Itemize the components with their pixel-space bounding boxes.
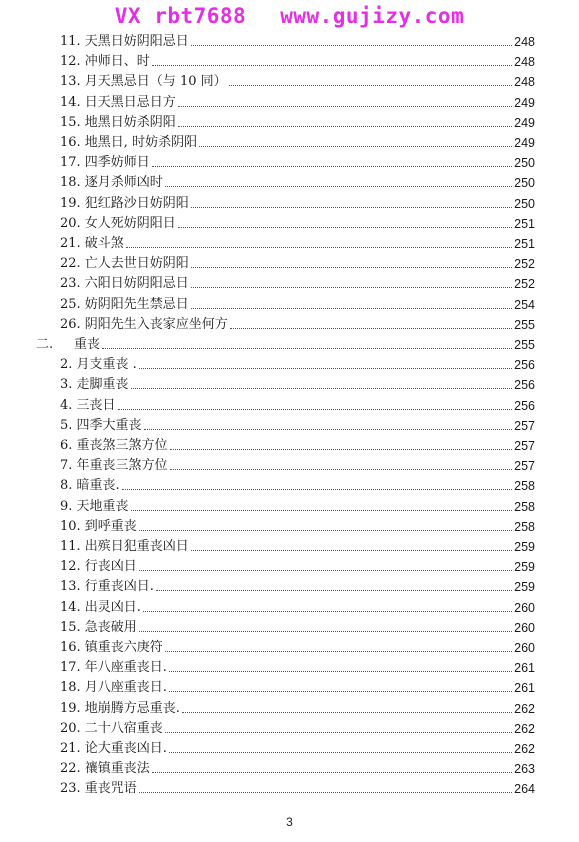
toc-section-entry[interactable] — [36, 333, 535, 353]
toc-entry-page: 255 — [514, 338, 535, 352]
toc-entry[interactable] — [60, 434, 535, 454]
toc-entry-page: 263 — [514, 762, 535, 777]
toc-entry-title: 13. 行重丧凶日. — [60, 579, 154, 595]
toc-entry[interactable] — [60, 636, 535, 656]
toc-entry[interactable] — [60, 555, 535, 575]
toc-entry[interactable] — [60, 757, 535, 777]
toc-entry[interactable] — [60, 252, 535, 272]
toc-dot-leader — [229, 85, 513, 86]
toc-entry[interactable] — [60, 717, 535, 737]
toc-entry[interactable] — [60, 171, 535, 191]
toc-dot-leader — [191, 308, 512, 309]
toc-entry-title: 12. 行丧凶日 — [60, 559, 137, 575]
toc-entry-title: 7. 年重丧三煞方位 — [60, 458, 168, 474]
toc-entry-page: 250 — [514, 176, 535, 191]
toc-entry-page: 251 — [514, 216, 535, 231]
toc-entry-page: 248 — [514, 55, 535, 70]
toc-entry-title: 2. 月支重丧 . — [60, 357, 137, 373]
toc-entry[interactable] — [60, 272, 535, 292]
toc-entry[interactable] — [60, 596, 535, 616]
toc-entry-page: 252 — [514, 257, 535, 272]
toc-entry-title: 21. 破斗煞 — [60, 236, 124, 251]
toc-dot-leader — [170, 469, 513, 470]
toc-dot-leader — [178, 106, 512, 107]
toc-entry[interactable] — [60, 131, 535, 151]
toc-entry[interactable] — [60, 91, 535, 111]
toc-entry[interactable] — [60, 70, 535, 90]
toc-entry-title — [36, 337, 102, 353]
toc-dot-leader — [165, 186, 512, 187]
toc-entry-title: 9. 天地重丧 — [60, 498, 129, 514]
toc-entry-page: 259 — [514, 540, 535, 554]
toc-dot-leader — [152, 772, 512, 773]
toc-entry-page: 250 — [514, 156, 535, 171]
toc-section-title: 重丧 — [74, 337, 101, 352]
toc-entry-title: 16. 地黑日, 时妨杀阴阳 — [60, 135, 198, 150]
toc-entry-title: 15. 地黑日妨杀阴阳 — [60, 114, 176, 130]
toc-entry-page: 251 — [514, 237, 535, 251]
toc-entry-title: 17. 年八座重丧日. — [60, 660, 167, 676]
toc-dot-leader — [178, 227, 512, 228]
toc-dot-leader — [165, 651, 512, 652]
toc-dot-leader — [139, 631, 512, 632]
toc-entry[interactable] — [60, 212, 535, 232]
watermark-wechat-id: VX rbt7688 — [114, 4, 247, 28]
toc-dot-leader — [139, 530, 512, 531]
toc-entry-title: 19. 地崩腾方忌重丧. — [60, 700, 180, 716]
toc-dot-leader — [230, 328, 512, 329]
toc-dot-leader — [169, 671, 512, 672]
toc-entry-page: 254 — [514, 297, 535, 312]
toc-section-number: 二. — [36, 337, 54, 352]
toc-entry[interactable] — [60, 50, 535, 70]
toc-entry-title: 11. 天黑日妨阴阳忌日 — [60, 34, 189, 49]
toc-entry-title: 3. 走脚重丧 — [60, 377, 129, 393]
toc-dot-leader — [152, 65, 512, 66]
toc-entry-page: 262 — [514, 701, 535, 716]
toc-entry[interactable] — [60, 111, 535, 131]
toc-entry-page: 257 — [514, 418, 535, 433]
toc-entry-title: 22. 禳镇重丧法 — [60, 761, 150, 777]
toc-entry-title: 4. 三丧日 — [60, 397, 116, 413]
toc-entry[interactable] — [60, 697, 535, 717]
toc-entry-title: 14. 出灵凶日. — [60, 599, 141, 615]
toc-entry-page: 249 — [514, 95, 535, 110]
toc-dot-leader — [191, 45, 512, 46]
toc-dot-leader — [191, 287, 512, 288]
toc-entry-page: 256 — [514, 358, 535, 373]
toc-entry-page: 260 — [514, 641, 535, 655]
toc-entry[interactable] — [60, 454, 535, 474]
toc-entry-title: 6. 重丧煞三煞方位 — [60, 438, 168, 453]
toc-entry-title: 16. 镇重丧六庚符 — [60, 640, 163, 655]
toc-entry-page: 261 — [514, 681, 535, 696]
toc-entry[interactable] — [60, 495, 535, 515]
toc-entry-title: 23. 六阳日妨阴阳忌日 — [60, 276, 189, 292]
toc-entry-page: 257 — [514, 439, 535, 453]
toc-dot-leader — [139, 368, 512, 369]
toc-entry-title: 18. 月八座重丧日. — [60, 680, 167, 696]
toc-dot-leader — [126, 247, 512, 248]
toc-entry-title: 26. 阴阳先生入丧家应坐何方 — [60, 316, 228, 332]
toc-dot-leader — [165, 732, 512, 733]
toc-entry-title: 11. 出殡日犯重丧凶日 — [60, 539, 189, 554]
toc-dot-leader — [131, 510, 513, 511]
toc-entry[interactable] — [60, 474, 535, 494]
toc-entry-title: 20. 女人死妨阴阳日 — [60, 215, 176, 231]
toc-dot-leader — [170, 449, 513, 450]
toc-entry[interactable] — [60, 394, 535, 414]
toc-entry[interactable] — [60, 737, 535, 757]
toc-entry[interactable] — [60, 535, 535, 555]
toc-entry[interactable] — [60, 293, 535, 313]
toc-entry-title: 12. 冲师日、时 — [60, 54, 150, 70]
toc-entry[interactable] — [60, 414, 535, 434]
toc-entry-page: 248 — [514, 35, 535, 49]
toc-entry-page: 262 — [514, 742, 535, 756]
watermark-website: www.gujizy.com — [280, 4, 465, 28]
toc-entry[interactable] — [60, 656, 535, 676]
toc-entry[interactable] — [60, 515, 535, 535]
toc-entry-page: 248 — [514, 75, 535, 90]
toc-entry-page: 259 — [514, 580, 535, 595]
page-number: 3 — [286, 815, 293, 829]
toc-entry-title: 19. 犯红路沙日妨阴阳 — [60, 195, 189, 211]
toc-entry-title: 5. 四季大重丧 — [60, 417, 142, 433]
toc-entry-title: 20. 二十八宿重丧 — [60, 720, 163, 736]
toc-dot-leader — [169, 752, 512, 753]
toc-entry-title: 8. 暗重丧. — [60, 478, 120, 494]
toc-entry-page: 264 — [514, 782, 535, 797]
toc-dot-leader — [178, 126, 512, 127]
toc-entry-page: 256 — [514, 398, 535, 413]
toc-entry-page: 257 — [514, 459, 535, 474]
toc-dot-leader — [156, 590, 512, 591]
toc-entry[interactable] — [60, 30, 535, 50]
toc-entry[interactable] — [60, 313, 535, 333]
toc-dot-leader — [102, 348, 512, 349]
toc-dot-leader — [144, 429, 513, 430]
toc-dot-leader — [169, 691, 512, 692]
toc-entry-title: 23. 重丧咒语 — [60, 781, 137, 797]
toc-entry[interactable] — [60, 616, 535, 636]
toc-entry-title: 10. 到呼重丧 — [60, 518, 137, 534]
toc-dot-leader — [191, 550, 512, 551]
toc-dot-leader — [143, 611, 512, 612]
toc-entry-page: 256 — [514, 378, 535, 393]
toc-dot-leader — [118, 409, 513, 410]
toc-dot-leader — [199, 146, 512, 147]
toc-entry-page: 249 — [514, 115, 535, 130]
toc-entry-page: 260 — [514, 620, 535, 635]
toc-entry-page: 258 — [514, 479, 535, 494]
toc-entry[interactable] — [60, 353, 535, 373]
toc-entry-title: 25. 妨阴阳先生禁忌日 — [60, 296, 189, 312]
toc-entry[interactable] — [60, 232, 535, 252]
toc-dot-leader — [152, 166, 512, 167]
toc-entry-title: 13. 月天黑忌日（与 10 同） — [60, 74, 227, 90]
toc-entry-page: 261 — [514, 661, 535, 676]
toc-entry[interactable] — [60, 151, 535, 171]
watermark — [0, 2, 579, 30]
toc-entry-title: 15. 急丧破用 — [60, 619, 137, 635]
toc-entry-page: 260 — [514, 600, 535, 615]
toc-entry-title: 17. 四季妨师日 — [60, 155, 150, 171]
toc-entry-page: 259 — [514, 560, 535, 575]
toc-dot-leader — [122, 489, 512, 490]
toc-entry-page: 252 — [514, 277, 535, 292]
toc-entry-page: 262 — [514, 721, 535, 736]
toc-dot-leader — [139, 570, 512, 571]
toc-entry-page: 258 — [514, 499, 535, 514]
toc-dot-leader — [191, 267, 512, 268]
toc-entry-title: 14. 日天黑日忌日方 — [60, 94, 176, 110]
toc-entry[interactable] — [60, 373, 535, 393]
toc-entry[interactable] — [60, 777, 535, 797]
toc-entry-page: 249 — [514, 136, 535, 150]
toc-entry[interactable] — [60, 192, 535, 212]
toc-entry[interactable] — [60, 575, 535, 595]
toc-dot-leader — [182, 712, 512, 713]
toc-entry[interactable] — [60, 676, 535, 696]
toc-dot-leader — [131, 388, 513, 389]
toc-entry-title: 18. 逐月杀师凶时 — [60, 175, 163, 191]
toc-dot-leader — [139, 792, 512, 793]
toc-entry-page: 255 — [514, 317, 535, 332]
toc-entry-page: 258 — [514, 519, 535, 534]
toc-entry-title: 21. 论大重丧凶日. — [60, 741, 167, 756]
toc-entry-page: 250 — [514, 196, 535, 211]
toc-dot-leader — [191, 207, 512, 208]
toc-entry-title: 22. 亡人去世日妨阴阳 — [60, 256, 189, 272]
